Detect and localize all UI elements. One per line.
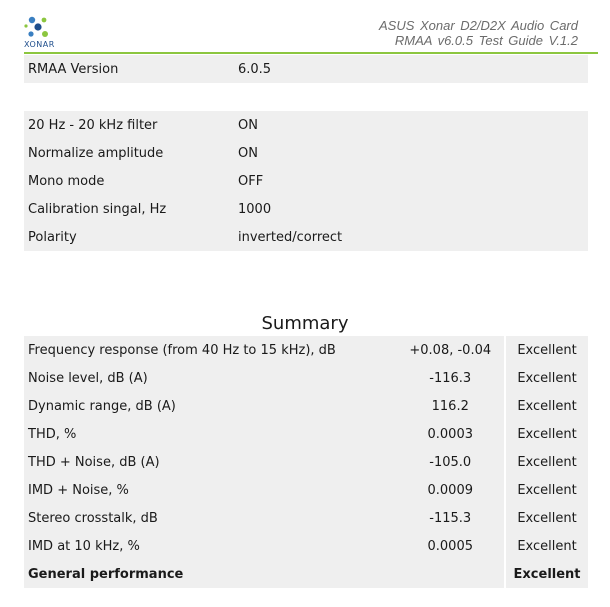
table-row xyxy=(24,476,588,504)
table-row xyxy=(24,336,588,364)
row-value: ON xyxy=(234,111,588,139)
row-value: 116.2 xyxy=(396,392,505,420)
row-label: IMD + Noise, % xyxy=(24,476,396,504)
row-label: Normalize amplitude xyxy=(24,139,234,167)
row-rating: Excellent xyxy=(505,532,588,560)
table-row xyxy=(24,448,588,476)
row-label: Noise level, dB (A) xyxy=(24,364,396,392)
row-label: Polarity xyxy=(24,223,234,251)
row-label: THD + Noise, dB (A) xyxy=(24,448,396,476)
row-value: 0.0009 xyxy=(396,476,505,504)
row-rating: Excellent xyxy=(505,392,588,420)
row-value: OFF xyxy=(234,167,588,195)
table-row xyxy=(24,420,588,448)
summary-table xyxy=(24,336,588,588)
table-row xyxy=(24,195,588,223)
row-label: Mono mode xyxy=(24,167,234,195)
row-value: inverted/correct xyxy=(234,223,588,251)
table-row xyxy=(24,55,588,83)
row-value: ON xyxy=(234,139,588,167)
row-label: IMD at 10 kHz, % xyxy=(24,532,396,560)
header-line-2: RMAA v6.0.5 Test Guide V.1.2 xyxy=(394,33,578,48)
summary-total-row xyxy=(24,560,588,588)
row-value: +0.08, -0.04 xyxy=(396,336,505,364)
row-value: 0.0005 xyxy=(396,532,505,560)
table-row xyxy=(24,223,588,251)
version-table xyxy=(24,55,588,83)
table-row xyxy=(24,167,588,195)
header-line-1: ASUS Xonar D2/D2X Audio Card xyxy=(378,18,578,33)
row-value: -105.0 xyxy=(396,448,505,476)
table-row xyxy=(24,392,588,420)
row-label: Frequency response (from 40 Hz to 15 kHz), dB xyxy=(24,336,396,364)
total-label: General performance xyxy=(24,560,396,588)
row-value: 6.0.5 xyxy=(234,55,588,83)
row-value: -116.3 xyxy=(396,364,505,392)
row-label: Dynamic range, dB (A) xyxy=(24,392,396,420)
row-label: THD, % xyxy=(24,420,396,448)
table-row xyxy=(24,111,588,139)
row-rating: Excellent xyxy=(505,448,588,476)
settings-table xyxy=(24,111,588,251)
table-row xyxy=(24,364,588,392)
row-value: 0.0003 xyxy=(396,420,505,448)
row-rating: Excellent xyxy=(505,336,588,364)
table-row xyxy=(24,532,588,560)
total-value xyxy=(396,560,505,588)
row-rating: Excellent xyxy=(505,364,588,392)
table-row xyxy=(24,139,588,167)
row-label: Stereo crosstalk, dB xyxy=(24,504,396,532)
row-rating: Excellent xyxy=(505,476,588,504)
total-rating: Excellent xyxy=(505,560,588,588)
table-row xyxy=(24,504,588,532)
row-label: 20 Hz - 20 kHz filter xyxy=(24,111,234,139)
header-divider xyxy=(24,52,598,54)
document-header xyxy=(379,18,578,48)
row-value: 1000 xyxy=(234,195,588,223)
row-label: RMAA Version xyxy=(24,55,234,83)
row-rating: Excellent xyxy=(505,504,588,532)
row-value: -115.3 xyxy=(396,504,505,532)
logo-wordmark: XONAR xyxy=(24,40,55,49)
summary-title: Summary xyxy=(261,313,349,334)
row-rating: Excellent xyxy=(505,420,588,448)
row-label: Calibration singal, Hz xyxy=(24,195,234,223)
